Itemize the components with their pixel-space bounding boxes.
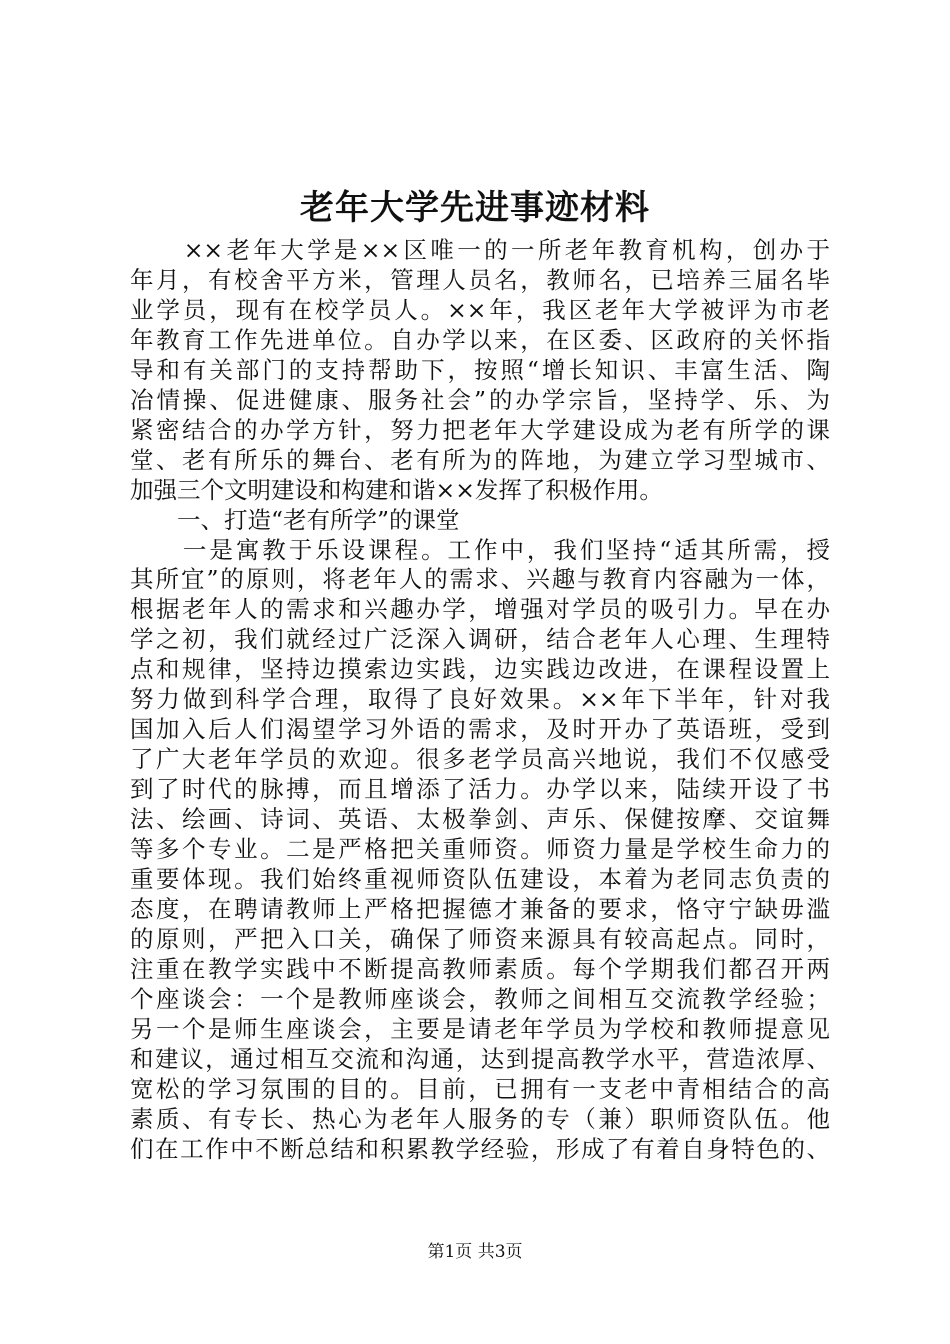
text-line: 年月，有校舍平方米，管理人员名，教师名，已培养三届名毕 — [130, 265, 830, 294]
text-line: 根据老年人的需求和兴趣办学，增强对学员的吸引力。早在办 — [130, 595, 830, 624]
page-title: 老年大学先进事迹材料 — [300, 188, 650, 228]
text-line: 法、绘画、诗词、英语、太极拳剑、声乐、保健按摩、交谊舞 — [130, 805, 830, 834]
text-line: 另一个是师生座谈会，主要是请老年学员为学校和教师提意见 — [130, 1014, 830, 1043]
text-line: 到了时代的脉搏，而且增添了活力。办学以来，陆续开设了书 — [130, 775, 830, 804]
text-line: ××老年大学是××区唯一的一所老年教育机构，创办于 — [130, 236, 830, 264]
text-line: 一、打造“老有所学”的课堂 — [130, 505, 460, 534]
text-line: 个座谈会：一个是教师座谈会，教师之间相互交流教学经验； — [130, 984, 830, 1013]
text-line: 注重在教学实践中不断提高教师素质。每个学期我们都召开两 — [130, 954, 830, 983]
text-line: 学之初，我们就经过广泛深入调研，结合老年人心理、生理特 — [130, 625, 830, 654]
text-line: 努力做到科学合理，取得了良好效果。××年下半年，针对我 — [130, 685, 830, 714]
text-line: 了广大老年学员的欢迎。很多老学员高兴地说，我们不仅感受 — [130, 745, 830, 774]
text-line: 们在工作中不断总结和积累教学经验，形成了有着自身特色的、 — [130, 1134, 830, 1163]
text-line: 加强三个文明建设和构建和谐××发挥了积极作用。 — [130, 475, 663, 504]
text-line: 宽松的学习氛围的目的。目前，已拥有一支老中青相结合的高 — [130, 1074, 830, 1103]
text-line: 业学员，现有在校学员人。××年，我区老年大学被评为市老 — [130, 295, 830, 324]
text-line: 紧密结合的办学方针，努力把老年大学建设成为老有所学的课 — [130, 415, 830, 444]
text-line: 等多个专业。二是严格把关重师资。师资力量是学校生命力的 — [130, 835, 830, 863]
text-line: 堂、老有所乐的舞台、老有所为的阵地，为建立学习型城市、 — [130, 445, 830, 474]
text-line: 导和有关部门的支持帮助下，按照“增长知识、丰富生活、陶 — [130, 355, 830, 384]
text-line: 其所宜”的原则，将老年人的需求、兴趣与教育内容融为一体， — [130, 565, 830, 594]
page-footer: 第1页 共3页 — [427, 1242, 523, 1262]
text-line: 的原则，严把入口关，确保了师资来源具有较高起点。同时， — [130, 924, 830, 953]
text-line: 年教育工作先进单位。自办学以来，在区委、区政府的关怀指 — [130, 325, 830, 354]
text-line: 和建议，通过相互交流和沟通，达到提高教学水平，营造浓厚、 — [130, 1044, 830, 1073]
text-line: 冶情操、促进健康、服务社会”的办学宗旨，坚持学、乐、为 — [130, 385, 830, 414]
text-line: 态度，在聘请教师上严格把握德才兼备的要求，恪守宁缺毋滥 — [130, 894, 830, 923]
text-line: 点和规律，坚持边摸索边实践，边实践边改进，在课程设置上 — [130, 655, 830, 684]
text-line: 重要体现。我们始终重视师资队伍建设，本着为老同志负责的 — [130, 864, 830, 893]
text-line: 素质、有专长、热心为老年人服务的专（兼）职师资队伍。他 — [130, 1104, 830, 1133]
text-line: 一是寓教于乐设课程。工作中，我们坚持“适其所需，授 — [130, 535, 830, 564]
text-line: 国加入后人们渴望学习外语的需求，及时开办了英语班，受到 — [130, 715, 830, 744]
